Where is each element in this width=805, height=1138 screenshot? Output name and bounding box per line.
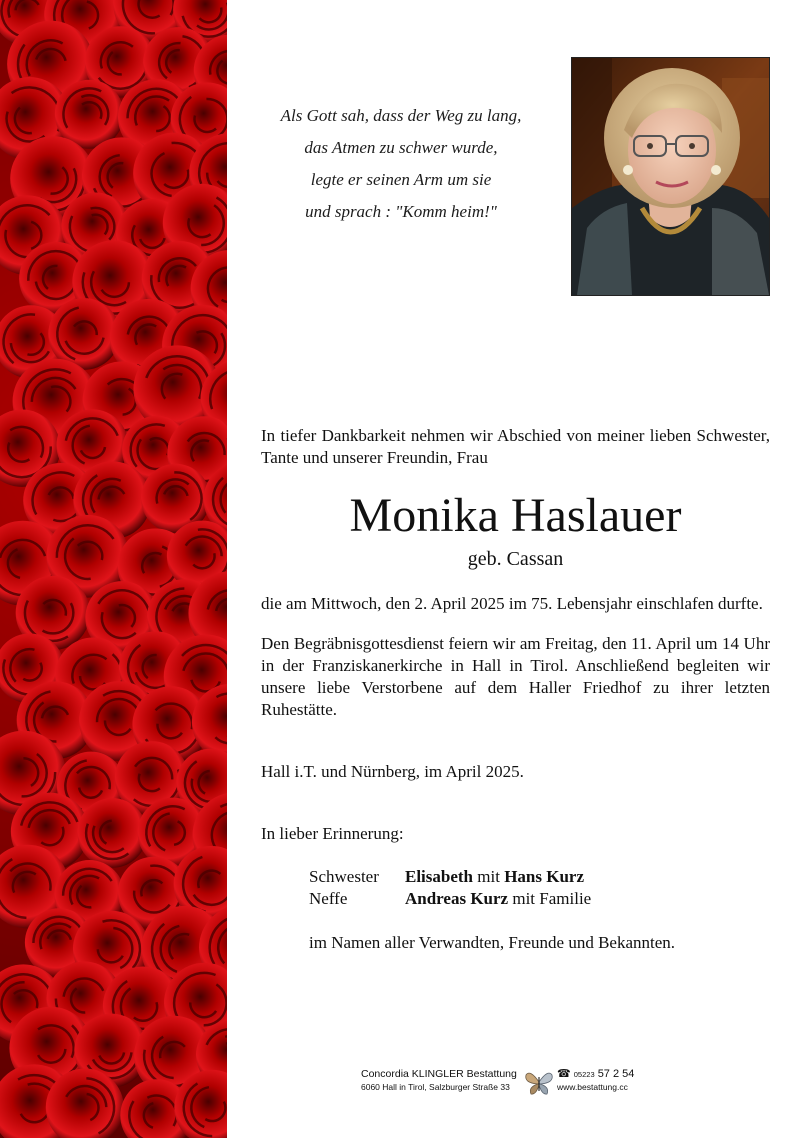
deceased-name: Monika Haslauer [349,489,682,542]
roses-border-image [0,0,227,1138]
place-date: Hall i.T. und Nürnberg, im April 2025. [261,762,524,781]
service-notice: Den Begräbnisgottesdienst feiern wir am Freitag, den 11. April um 14 Uhr in der Franziskanerkirche in Hall in Tirol. Anschließend begleiten wir unsere liebe Verstorbene auf dem Haller Friedhof zu ihrer letzten Ruhestätte. [261,634,770,719]
mourner-suffix: mit Familie [512,889,592,908]
mourner-partner-name: Hans Kurz [504,867,585,886]
death-notice: die am Mittwoch, den 2. April 2025 im 75. Lebensjahr einschlafen durfte. [261,594,763,613]
rose [77,798,147,868]
funeral-home-contact [557,1068,667,1093]
butterfly-logo-icon [524,1067,554,1097]
poem-line-3: legte er seinen Arm um sie [310,170,492,189]
poem [236,100,566,228]
phone-local-number: 57 2 54 [597,1068,635,1080]
website-link[interactable]: www.bestattung.cc [557,1082,628,1092]
mourner-relation: Schwester [309,867,379,886]
mourner-row [309,888,591,910]
remembrance-label: In lieber Erinnerung: [261,824,404,843]
phone-number [557,1068,667,1081]
mourner-row [309,866,591,888]
mourner-name: Andreas Kurz [405,889,509,908]
mourner-relation: Neffe [309,889,348,908]
funeral-home-info [361,1068,531,1093]
mourners-list [309,866,591,910]
phone-area-code: 05223 [573,1070,595,1079]
poem-line-2: das Atmen zu schwer wurde, [304,138,498,157]
phone-icon: ☎ [557,1068,571,1080]
closing-text: im Namen aller Verwandten, Freunde und Bekannten. [309,933,676,952]
poem-line-1: Als Gott sah, dass der Weg zu lang, [280,106,522,125]
portrait-photo [571,57,770,296]
mourner-connector: mit [477,867,500,886]
intro-text: In tiefer Dankbarkeit nehmen wir Abschied von meiner lieben Schwester, Tante und unserer Freundin, Frau [261,426,770,467]
birth-name: geb. Cassan [467,548,564,570]
poem-line-4: und sprach : "Komm heim!" [305,202,497,221]
mourner-name: Elisabeth [405,867,474,886]
funeral-home-name: Concordia KLINGLER Bestattung [361,1068,517,1080]
funeral-home-address: 6060 Hall in Tirol, Salzburger Straße 33 [361,1082,510,1092]
